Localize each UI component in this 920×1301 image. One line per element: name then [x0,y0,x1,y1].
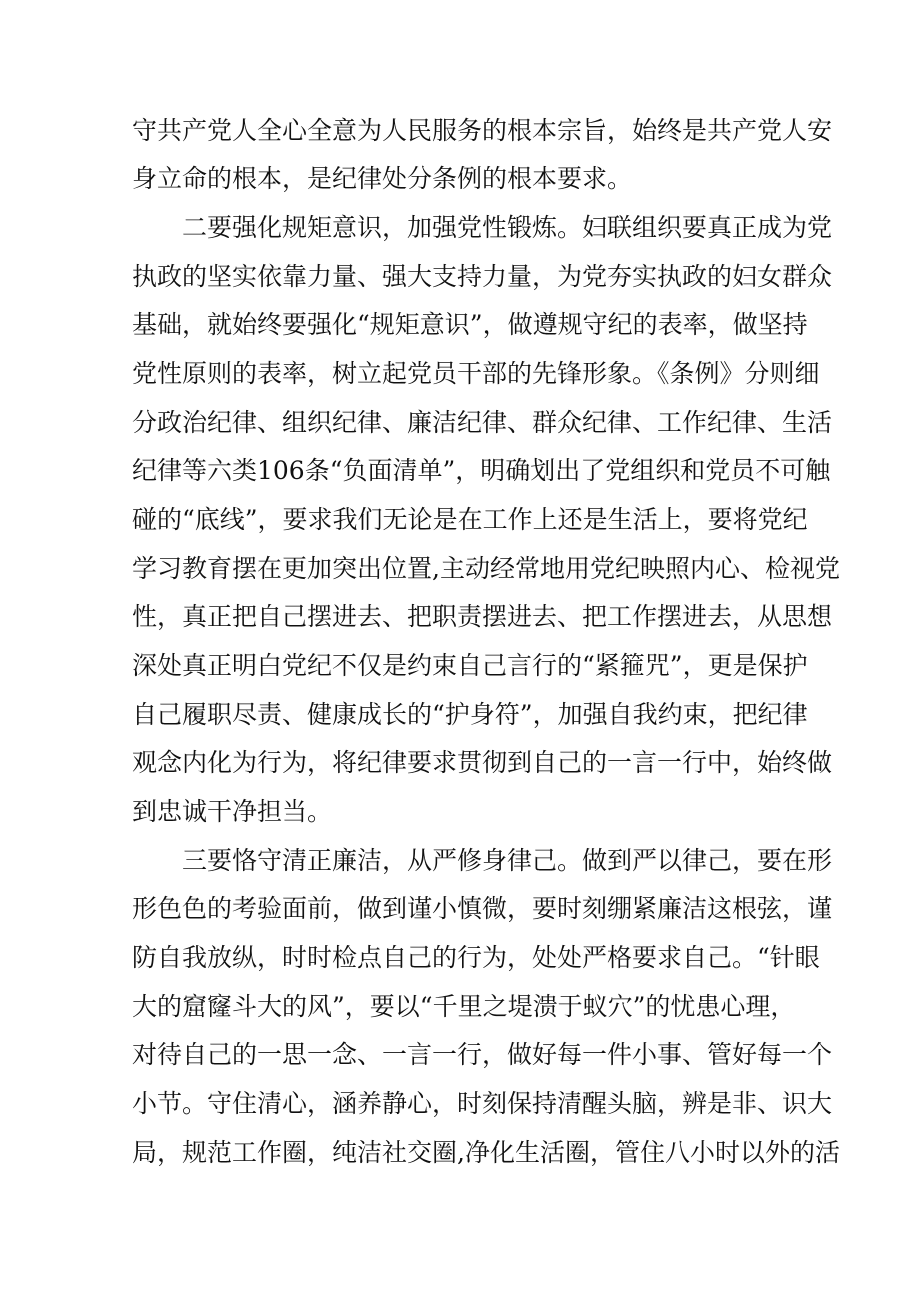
paragraph-3-line-5: 对待自己的一思一念、一言一行，做好每一件小事、管好每一个 [132,1040,833,1069]
paragraph-2-line-1: 二要强化规矩意识，加强党性锻炼。妇联组织要真正成为党 [182,213,833,242]
paragraph-3-line-6: 小节。守住清心，涵养静心，时刻保持清醒头脑，辨是非、识大 [132,1089,833,1118]
paragraph-2-line-6: 纪律等六类106条“负面清单”，明确划出了党组织和党员不可触 [132,456,831,485]
paragraph-2-line-13: 到忠诚干净担当。 [132,797,333,826]
paragraph-2-line-12: 观念内化为行为，将纪律要求贯彻到自己的一言一行中，始终做 [132,748,833,777]
paragraph-3-line-3: 防自我放纵，时时检点自己的行为，处处严格要求自己。“针眼 [132,943,820,972]
paragraph-2-line-7: 碰的“底线”，要求我们无论是在工作上还是生活上，要将党纪 [132,505,808,534]
paragraph-2-line-4: 党性原则的表率，树立起党员干部的先锋形象。《条例》分则细 [132,359,820,388]
paragraph-3-line-1: 三要恪守清正廉洁，从严修身律己。做到严以律己，要在形 [182,846,833,875]
paragraph-1-line-1: 守共产党人全心全意为人民服务的根本宗旨，始终是共产党人安 [132,116,833,145]
paragraph-3-line-4: 大的窟窿斗大的风”，要以“千里之堤溃于蚁穴”的忧患心理， [132,992,796,1021]
paragraph-2-line-10: 深处真正明白党纪不仅是约束自己言行的“紧箍咒”，更是保护 [132,651,808,680]
paragraph-3-line-2: 形色色的考验面前，做到谨小慎微，要时刻绷紧廉洁这根弦，谨 [132,894,833,923]
paragraph-2-line-11: 自己履职尽责、健康成长的“护身符”，加强自我约束，把纪律 [132,700,808,729]
paragraph-3-line-7: 局，规范工作圈，纯洁社交圈,净化生活圈，管住八小时以外的活 [132,1138,840,1167]
paragraph-2-line-5: 分政治纪律、组织纪律、廉洁纪律、群众纪律、工作纪律、生活 [132,408,833,437]
paragraph-2-line-3: 基础，就始终要强化“规矩意识”，做遵规守纪的表率，做坚持 [132,310,808,339]
paragraph-2-line-9: 性，真正把自己摆进去、把职责摆进去、把工作摆进去，从思想 [132,602,833,631]
paragraph-2-line-8: 学习教育摆在更加突出位置,主动经常地用党纪映照内心、检视党 [132,554,840,583]
paragraph-2-line-2: 执政的坚实依靠力量、强大支持力量，为党夯实执政的妇女群众 [132,262,833,291]
paragraph-1-line-2: 身立命的根本，是纪律处分条例的根本要求。 [132,164,633,193]
